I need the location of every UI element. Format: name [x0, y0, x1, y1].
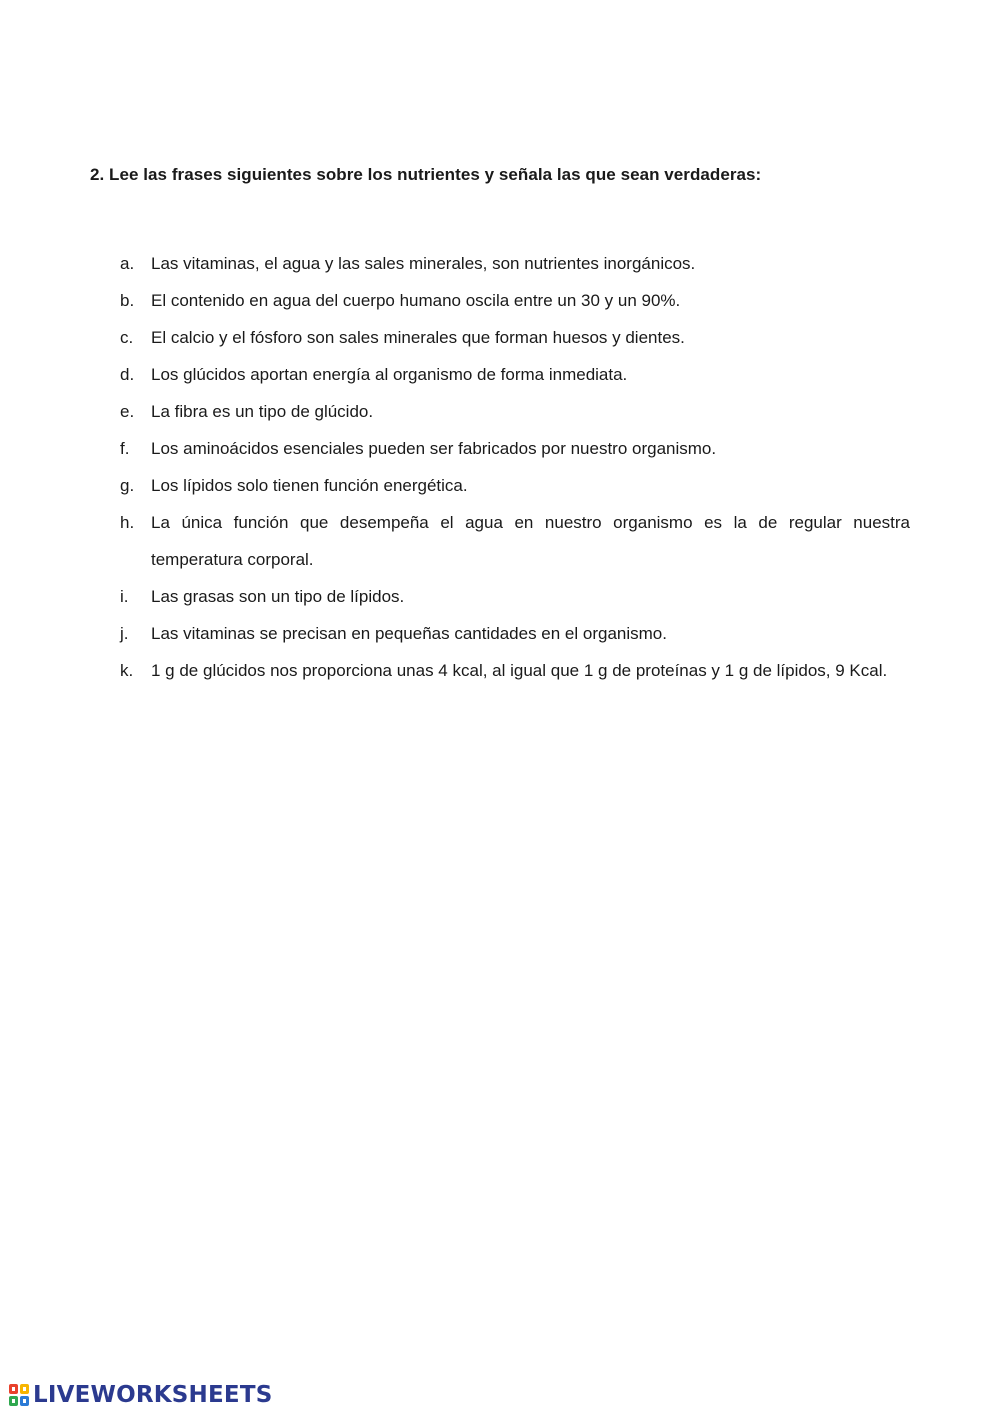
item-text: El contenido en agua del cuerpo humano oscila entre un 30 y un 90%. — [151, 291, 681, 310]
item-letter: h. — [120, 513, 135, 532]
item-letter: i. — [120, 587, 129, 606]
item-letter: g. — [120, 476, 135, 495]
statement-item-i[interactable] — [120, 578, 910, 615]
liveworksheets-logo — [8, 1380, 272, 1410]
item-text: 1 g de glúcidos nos proporciona unas 4 kcal, al igual que 1 g de proteínas y 1 g de lípidos, 9 Kcal. — [151, 661, 888, 680]
item-text: La única función que desempeña el agua en nuestro organismo es la de regular nuestra temperatura corporal. — [151, 513, 910, 569]
statement-item-a[interactable] — [120, 245, 910, 282]
brand-name: LIVEWORKSHEETS — [33, 1382, 273, 1408]
item-letter: f. — [120, 439, 130, 458]
item-letter: j. — [120, 624, 129, 643]
statement-item-c[interactable] — [120, 319, 910, 356]
statement-item-g[interactable] — [120, 467, 910, 504]
item-text: La fibra es un tipo de glúcido. — [151, 402, 374, 421]
item-letter: d. — [120, 365, 135, 384]
statement-item-j[interactable] — [120, 615, 910, 652]
item-text: Los lípidos solo tienen función energética. — [151, 476, 468, 495]
statement-item-h[interactable] — [120, 504, 910, 578]
item-text: Las vitaminas, el agua y las sales minerales, son nutrientes inorgánicos. — [151, 254, 696, 273]
statement-list — [120, 245, 910, 689]
statement-item-f[interactable] — [120, 430, 910, 467]
statement-item-k[interactable] — [120, 652, 910, 689]
item-letter: c. — [120, 328, 134, 347]
statement-item-b[interactable] — [120, 282, 910, 319]
item-letter: a. — [120, 254, 135, 273]
item-letter: e. — [120, 402, 135, 421]
item-text: Las grasas son un tipo de lípidos. — [151, 587, 405, 606]
item-letter: b. — [120, 291, 135, 310]
statement-item-e[interactable] — [120, 393, 910, 430]
item-letter: k. — [120, 661, 134, 680]
liveworksheets-logo-icon — [8, 1383, 30, 1407]
question-title: 2. Lee las frases siguientes sobre los nutrientes y señala las que sean verdaderas: — [90, 165, 762, 184]
item-text: Las vitaminas se precisan en pequeñas cantidades en el organismo. — [151, 624, 667, 643]
item-text: Los glúcidos aportan energía al organismo de forma inmediata. — [151, 365, 628, 384]
item-text: Los aminoácidos esenciales pueden ser fabricados por nuestro organismo. — [151, 439, 717, 458]
statement-item-d[interactable] — [120, 356, 910, 393]
item-text: El calcio y el fósforo son sales minerales que forman huesos y dientes. — [151, 328, 685, 347]
